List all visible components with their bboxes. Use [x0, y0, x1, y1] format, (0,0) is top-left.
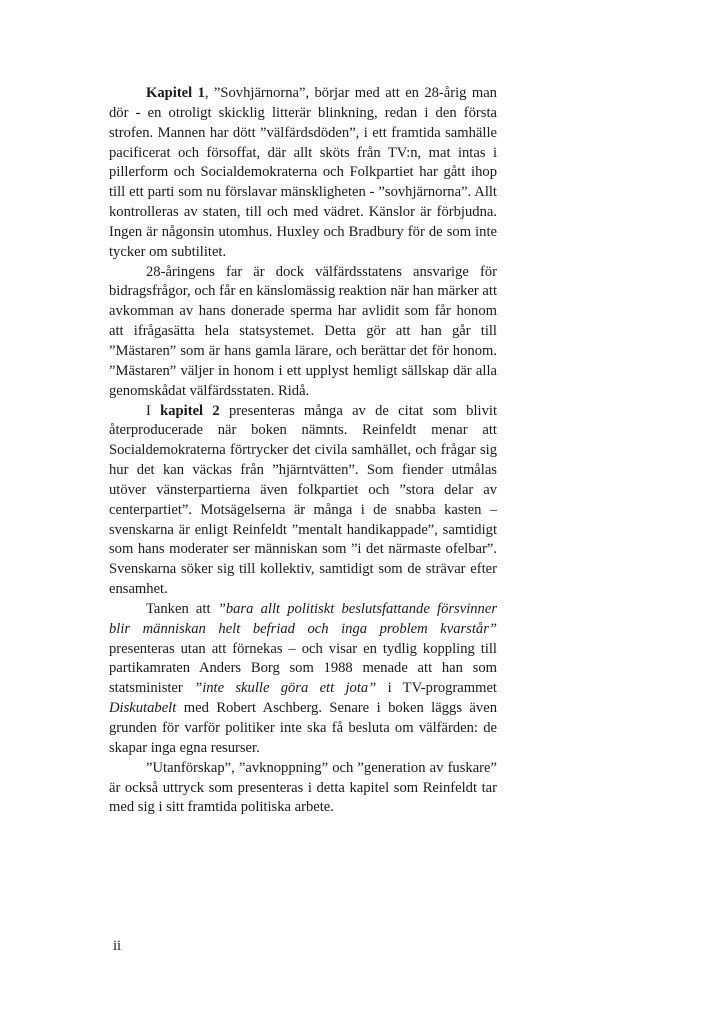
- paragraph-prefix: I: [146, 402, 161, 419]
- paragraph-text: , ”Sovhjärnorna”, börjar med att en 28-årig man dör - en otroligt skicklig litterär blinkning, redan i den första strofen. Mannen har dött ”välfärdsdöden”, i ett framtida samhälle pacificerat och försoffat, där allt sköts från TV:n, mat intas i pillerform och Socialdemokraterna och Folkpartiet har gått ihop till ett parti som nu förslavar mänskligheten - ”sovhjärnorna”. Allt kontrolleras av staten, till och med vädret. Känslor är förbjudna. Ingen är någonsin utomhus. Huxley och Bradbury för de som inte tycker om subtilitet.: [109, 85, 497, 260]
- paragraph-text: presenteras utan att förnekas – och visar en tydlig koppling till partikamraten Anders Borg som 1988 menade att han som statsminister: [109, 640, 497, 697]
- paragraph-chapter-2: [109, 402, 497, 600]
- paragraph-father: [109, 263, 497, 402]
- chapter-1-heading: Kapitel 1: [146, 85, 205, 101]
- paragraph-text: i TV-programmet: [376, 680, 497, 697]
- paragraph-text: presenteras många av de citat som blivit återproducerade när boken nämnts. Reinfeldt menar att Socialdemokraterna förtrycker det civila samhället, och frågar sig hur det kan väckas från ”hjärntvätten”. Som fiender utmålas utöver vänsterpartierna även folkpartiet och ”stora delar av centerpartiet”. Motsägelserna är många i de snabba kasten – svenskarna är enligt Reinfeldt ”mentalt handikappade”, samtidigt som hans moderater ser människan som ”i det närmaste ofelbar”. Svenskarna söker sig till kollektiv, samtidigt som de strävar efter ensamhet.: [109, 402, 497, 598]
- paragraph-text: med Robert Aschberg. Senare i boken läggs även grunden för varför politiker inte ska få besluta om välfärden: de skapar inga egna resurser.: [109, 700, 497, 756]
- paragraph-text: 28-åringens far är dock välfärdsstatens ansvarige för bidragsfrågor, och får en känslomässig reaktion när han märker att avkomman av hans donerade sperma har avlidit som får honom att ifrågasätta hela statsystemet. Detta gör att han går till ”Mästaren” som är hans gamla lärare, och berättar det för honom. ”Mästaren” väljer in honom i ett upplyst hemligt sällskap där alla genomskådat välfärdsstaten. Ridå.: [109, 263, 497, 399]
- paragraph-text: Tanken att: [146, 600, 218, 617]
- quote-politiskt: ”bara allt politiskt beslutsfattande försvinner blir människan helt befriad och inga problem kvarstår”: [109, 600, 498, 637]
- chapter-2-heading: kapitel 2: [160, 402, 220, 419]
- paragraph-chapter-1: [109, 84, 497, 263]
- paragraph-tanken: [109, 600, 497, 759]
- paragraph-text: ”Utanförskap”, ”avknoppning” och ”generation av fuskare” är också uttryck som presenteras i detta kapitel som Reinfeldt tar med sig i sitt framtida politiska arbete.: [109, 759, 497, 816]
- paragraph-utanforskap: [109, 759, 497, 819]
- body-text: [109, 84, 497, 818]
- quote-jota: ”inte skulle göra ett jota”: [194, 680, 377, 697]
- page-number: ii: [113, 938, 122, 954]
- tv-program-title: Diskutabelt: [109, 700, 177, 717]
